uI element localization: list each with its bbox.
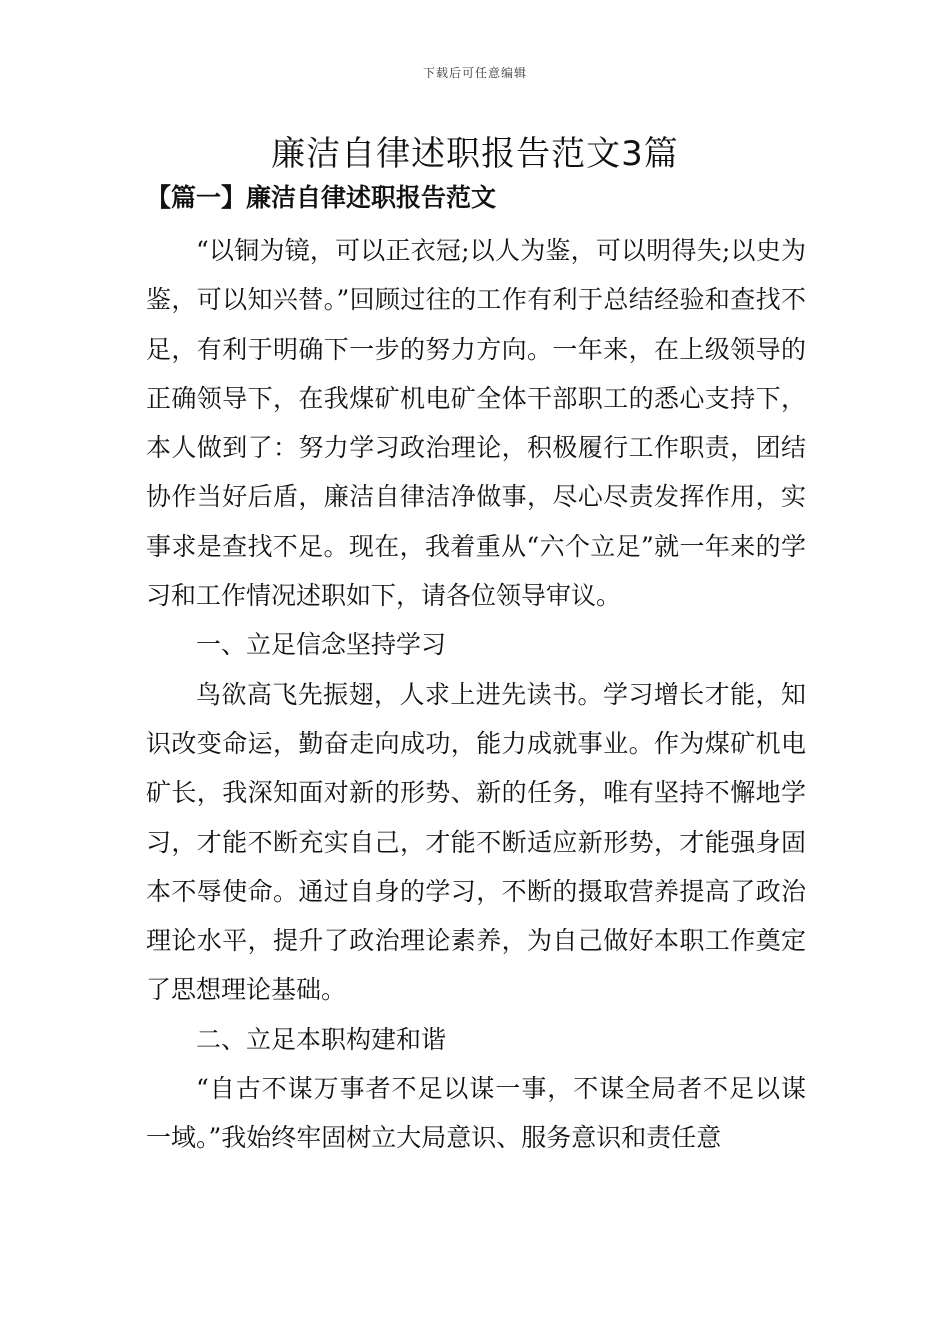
paragraph-harmony: “自古不谋万事者不足以谋一事，不谋全局者不足以谋一域。”我始终牢固树立大局意识、服务意识和责任意 <box>146 1074 806 1153</box>
subheading-1: 一、立足信念坚持学习 <box>196 630 447 660</box>
subheading-2: 二、立足本职构建和谐 <box>196 1024 447 1054</box>
document-body <box>146 226 806 1163</box>
document-title: 廉洁自律述职报告范文3篇 <box>271 134 679 174</box>
paragraph-study: 鸟欲高飞先振翅，人求上进先读书。学习增长才能，知识改变命运，勤奋走向成功，能力成就事业。作为煤矿机电矿长，我深知面对新的形势、新的任务，唯有坚持不懈地学习，才能不断充实自己，才能不断适应新形势，才能强身固本不辱使命。通过自身的学习，不断的摄取营养提高了政治理论水平，提升了政治理论素养，为自己做好本职工作奠定了思想理论基础。 <box>146 679 806 1005</box>
paragraph-intro: “以铜为镜，可以正衣冠;以人为鉴，可以明得失;以史为鉴，可以知兴替。”回顾过往的工作有利于总结经验和查找不足，有利于明确下一步的努力方向。一年来，在上级领导的正确领导下，在我煤矿机电矿全体干部职工的悉心支持下，本人做到了：努力学习政治理论，积极履行工作职责，团结协作当好后盾，廉洁自律洁净做事，尽心尽责发挥作用，实事求是查找不足。现在，我着重从“六个立足”就一年来的学习和工作情况述职如下，请各位领导审议。 <box>146 236 806 611</box>
section-heading: 【篇一】廉洁自律述职报告范文 <box>146 183 497 212</box>
header-note: 下载后可任意编辑 <box>422 66 527 80</box>
